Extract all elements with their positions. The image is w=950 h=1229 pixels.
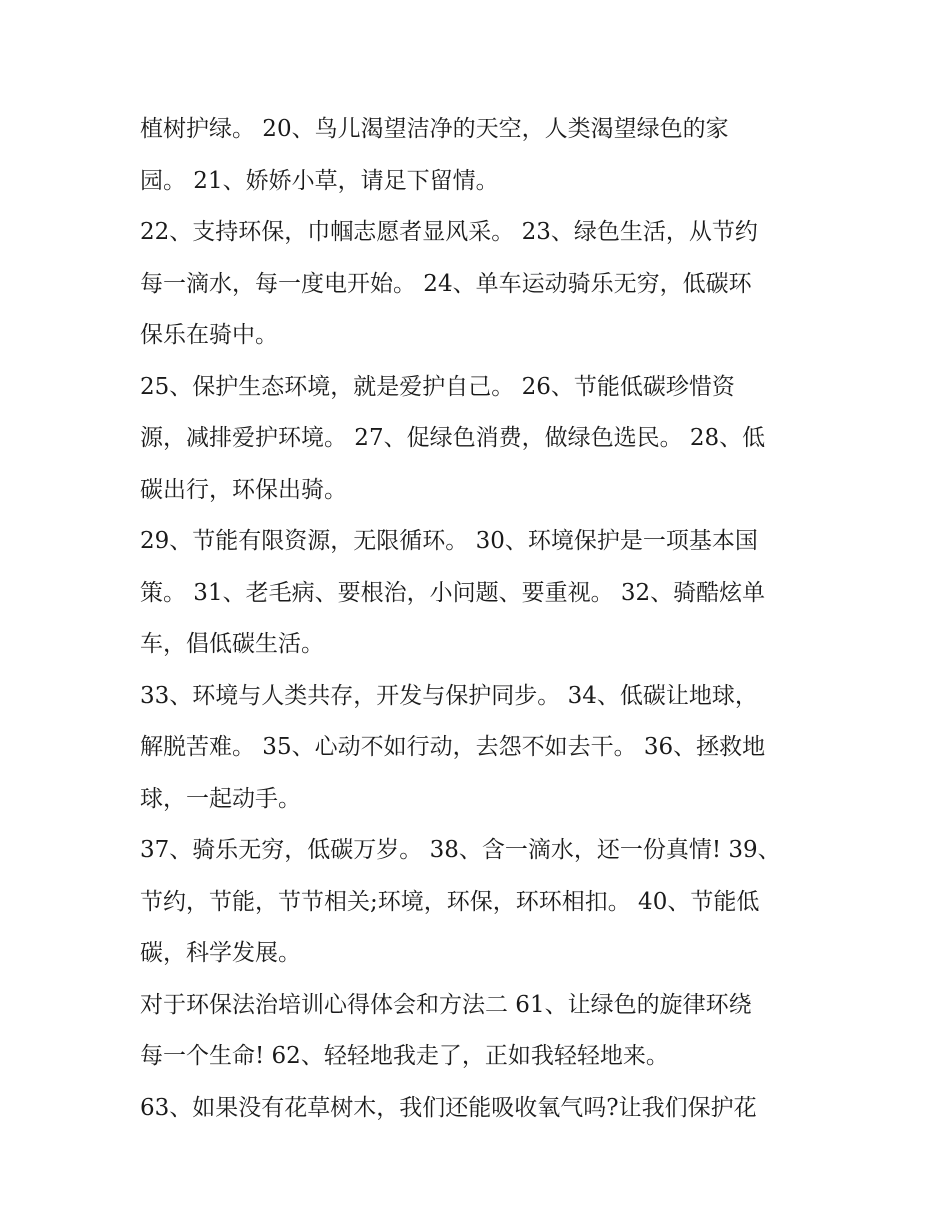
text-line: 解脱苦难。 35、心动不如行动，去怨不如去干。 36、拯救地 bbox=[140, 734, 766, 760]
text-line: 源，减排爱护环境。 27、促绿色消费，做绿色选民。 28、低 bbox=[140, 425, 766, 451]
text-line: 29、节能有限资源，无限循环。 30、环境保护是一项基本国 bbox=[140, 528, 758, 554]
text-line: 植树护绿。 20、鸟儿渴望洁净的天空，人类渴望绿色的家 bbox=[140, 116, 729, 142]
text-line: 策。 31、老毛病、要根治，小问题、要重视。 32、骑酷炫单 bbox=[140, 579, 766, 606]
text-line: 碳出行，环保出骑。 bbox=[140, 476, 347, 503]
text-line: 22、支持环保，巾帼志愿者显风采。 23、绿色生活，从节约 bbox=[140, 219, 758, 245]
document-body bbox=[140, 104, 810, 1134]
text-line: 园。 21、娇娇小草，请足下留情。 bbox=[140, 167, 499, 194]
text-line: 每一滴水，每一度电开始。 24、单车运动骑乐无穷，低碳环 bbox=[140, 270, 752, 297]
text-line: 25、保护生态环境，就是爱护自己。 26、节能低碳珍惜资 bbox=[140, 373, 735, 400]
text-line: 球，一起动手。 bbox=[140, 785, 301, 812]
text-line: 对于环保法治培训心得体会和方法二 61、让绿色的旋律环绕 bbox=[140, 991, 752, 1018]
text-line: 碳，科学发展。 bbox=[140, 940, 301, 966]
text-line: 车，倡低碳生活。 bbox=[140, 631, 324, 657]
text-line: 33、环境与人类共存，开发与保护同步。 34、低碳让地球， bbox=[140, 682, 758, 709]
text-line: 保乐在骑中。 bbox=[140, 322, 278, 348]
text-line: 每一个生命! 62、轻轻地我走了，正如我轻轻地来。 bbox=[140, 1043, 669, 1069]
text-line: 37、骑乐无穷，低碳万岁。 38、含一滴水，还一份真情! 39、 bbox=[140, 837, 781, 863]
text-line: 节约，节能，节节相关;环境，环保，环环相扣。 40、节能低 bbox=[140, 888, 760, 915]
text-line: 63、如果没有花草树木，我们还能吸收氧气吗?让我们保护花 bbox=[140, 1094, 757, 1121]
